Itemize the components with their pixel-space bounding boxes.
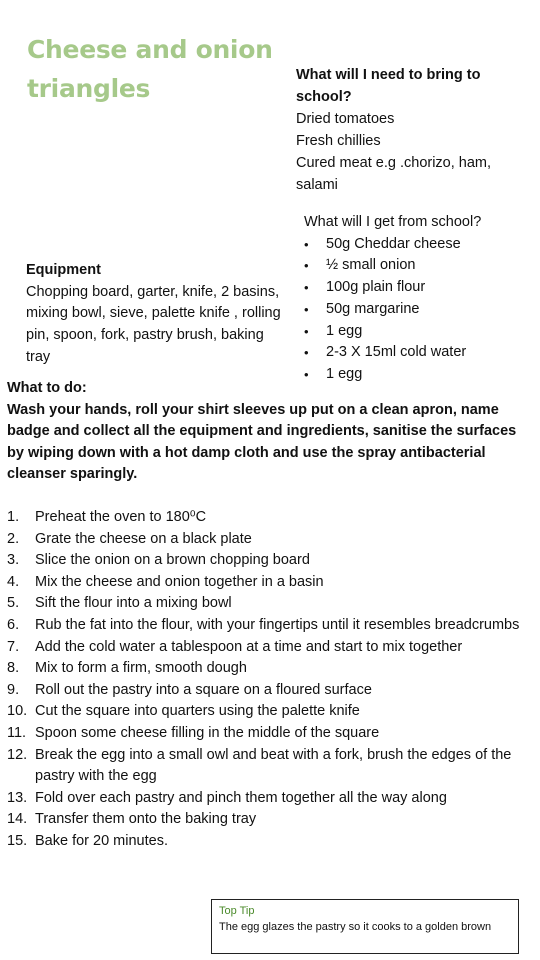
ingredient-list [304, 234, 536, 386]
bring-section [296, 64, 536, 196]
school-ingredients-heading: What will I get from school? [304, 214, 482, 230]
step-number: 1. [7, 509, 20, 525]
step-text: Bake for 20 minutes. [35, 832, 168, 849]
list-item [7, 572, 532, 594]
step-number: 3. [7, 552, 20, 569]
step-text: Mix the cheese and onion together in a basin [35, 573, 324, 590]
step-number: 8. [7, 660, 20, 677]
list-item [7, 701, 532, 723]
step-number: 13. [7, 789, 28, 806]
list-item: • 50g margarine [304, 299, 536, 321]
bring-item: Dried tomatoes [296, 111, 395, 127]
list-item [7, 745, 532, 788]
step-number: 5. [7, 595, 20, 612]
step-text: Sift the flour into a mixing bowl [35, 595, 232, 612]
list-item: • 2-3 X 15ml cold water [304, 342, 536, 364]
top-tip-heading: Top Tip [219, 905, 255, 917]
list-item [7, 507, 532, 529]
list-item [7, 788, 532, 810]
list-item [7, 658, 532, 680]
top-tip-text: The egg glazes the pastry so it cooks to a golden brown [219, 921, 492, 933]
method-intro-text: Wash your hands, roll your shirt sleeves up put on a clean apron, name badge and collect all the equipment and ingredients, sanitise the surfaces by wiping down with a hot damp cloth and use the spray antibacterial cleanser sparingly. [7, 401, 517, 482]
list-item [7, 550, 532, 572]
step-text: Roll out the pastry into a square on a floured surface [35, 681, 372, 698]
list-item: • 50g Cheddar cheese [304, 234, 536, 256]
list-item [7, 809, 532, 831]
step-text: Mix to form a firm, smooth dough [35, 660, 247, 677]
list-item: • 1 egg [304, 321, 536, 343]
bring-item: Cured meat e.g .chorizo, ham, salami [296, 155, 492, 193]
list-item [7, 723, 532, 745]
list-item: • ½ small onion [304, 255, 536, 277]
step-text: Add the cold water a tablespoon at a time and start to mix together [35, 638, 463, 655]
list-item [7, 529, 532, 551]
step-text: Preheat the oven to 180⁰C [35, 509, 207, 525]
step-number: 9. [7, 681, 20, 698]
step-text: Grate the cheese on a black plate [35, 530, 252, 547]
bring-item: Fresh chillies [296, 133, 381, 149]
bring-heading: What will I need to bring to school? [296, 67, 481, 105]
step-text: Break the egg into a small owl and beat with a fork, brush the edges of the pastry with the egg [35, 746, 512, 785]
step-number: 12. [7, 746, 28, 763]
method-intro [7, 378, 527, 486]
step-text: Rub the fat into the flour, with your fingertips until it resembles breadcrumbs [35, 616, 520, 633]
step-text: Spoon some cheese filling in the middle of the square [35, 724, 380, 741]
list-item [7, 637, 532, 659]
step-text: Fold over each pastry and pinch them together all the way along [35, 789, 447, 806]
equipment-text: Chopping board, garter, knife, 2 basins, mixing bowl, sieve, palette knife , rolling pin, spoon, fork, pastry brush, baking tray [26, 283, 281, 365]
top-tip-box [211, 899, 519, 954]
step-number: 2. [7, 530, 20, 547]
equipment-section [26, 260, 281, 369]
list-item [7, 615, 532, 637]
step-number: 10. [7, 703, 28, 720]
list-item [7, 593, 532, 615]
step-number: 15. [7, 832, 28, 849]
list-item: • 1 egg [304, 364, 536, 386]
list-item: • 100g plain flour [304, 277, 536, 299]
list-item [7, 680, 532, 702]
step-text: Cut the square into quarters using the palette knife [35, 703, 360, 720]
step-number: 4. [7, 573, 20, 590]
equipment-heading: Equipment [26, 262, 101, 278]
recipe-title: Cheese and onion triangles [27, 35, 273, 103]
step-number: 14. [7, 811, 28, 828]
method-steps [7, 507, 532, 853]
step-number: 7. [7, 638, 20, 655]
step-text: Slice the onion on a brown chopping board [35, 552, 310, 569]
step-number: 6. [7, 616, 20, 633]
step-text: Transfer them onto the baking tray [35, 811, 257, 828]
step-number: 11. [7, 724, 27, 741]
school-ingredients-section [304, 212, 536, 386]
list-item [7, 831, 532, 853]
method-heading: What to do: [7, 380, 87, 396]
